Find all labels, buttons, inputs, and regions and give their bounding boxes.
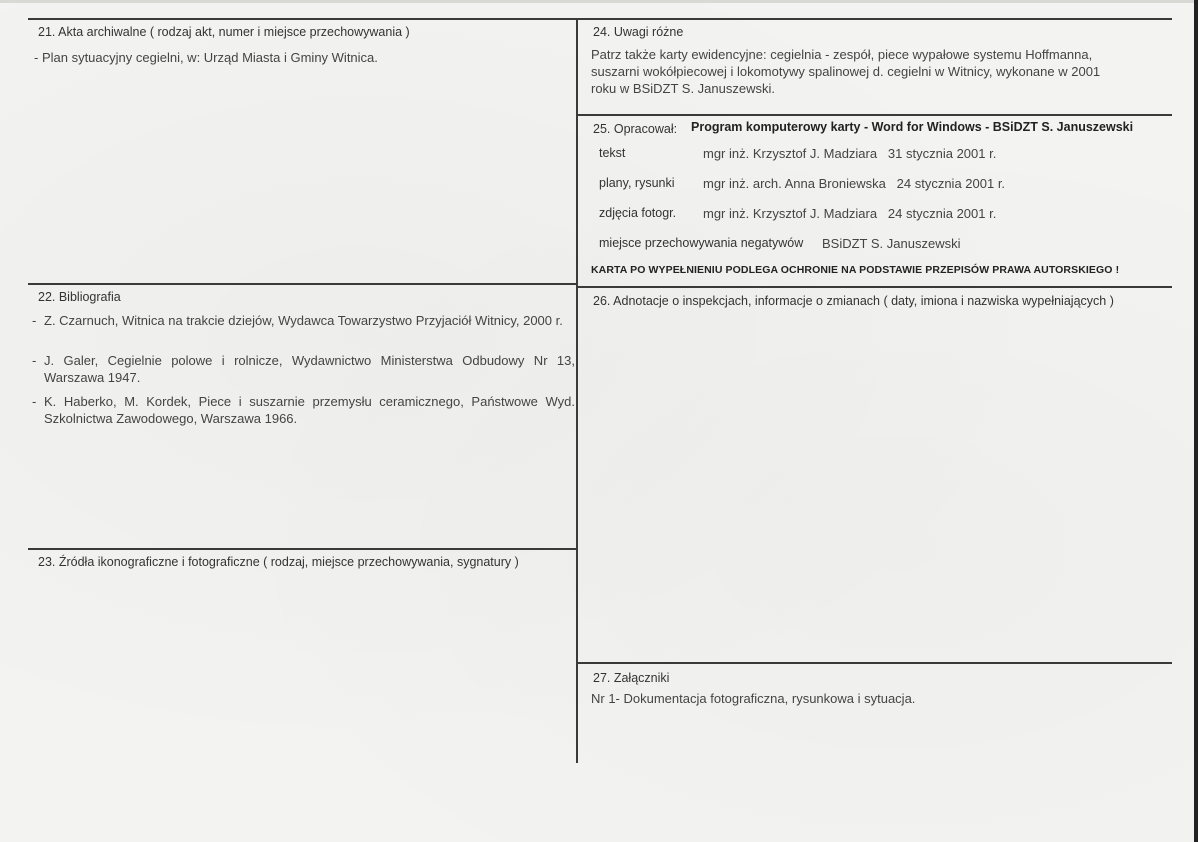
row-value-plany: mgr inż. arch. Anna Broniewska 24 stycznia 2001 r. (703, 176, 1006, 191)
rule-24-25 (578, 114, 1172, 116)
section-25-title: 25. Opracował: (593, 122, 678, 136)
bibliography-item (32, 352, 577, 388)
row-label-zdjecia: zdjęcia fotogr. (599, 206, 677, 220)
section-21-title: 21. Akta archiwalne ( rodzaj akt, numer i miejsce przechowywania ) (38, 25, 410, 39)
section-24-title: 24. Uwagi różne (593, 25, 684, 39)
bibliography-text: Z. Czarnuch, Witnica na trakcie dziejów, Wydawca Towarzystwo Przyjaciół Witnicy, 2000 r. (44, 313, 563, 328)
row-label-tekst: tekst (599, 146, 626, 160)
rule-21-22 (28, 283, 578, 285)
row-label-plany: plany, rysunki (599, 176, 675, 190)
page-edge-top (0, 0, 1198, 3)
top-rule-left (28, 18, 578, 20)
bibliography-item (32, 312, 577, 348)
section-23-title: 23. Źródła ikonograficzne i fotograficzne ( rodzaj, miejsce przechowywania, sygnatury ) (38, 555, 519, 569)
section-24-line: roku w BSiDZT S. Januszewski. (591, 81, 775, 96)
bullet-dash: - (32, 394, 37, 409)
negatives-value: BSiDZT S. Januszewski (822, 236, 961, 251)
top-rule-right (578, 18, 1172, 20)
row-value-zdjecia: mgr inż. Krzysztof J. Madziara 24 stycznia 2001 r. (703, 206, 997, 221)
bullet-dash: - (32, 313, 37, 328)
column-divider (576, 18, 578, 763)
negatives-label: miejsce przechowywania negatywów (599, 236, 804, 250)
copyright-warning: KARTA PO WYPEŁNIENIU PODLEGA OCHRONIE NA PODSTAWIE PRZEPISÓW PRAWA AUTORSKIEGO ! (591, 264, 1120, 276)
bibliography-text: J. Galer, Cegielnie polowe i rolnicze, Wydawnictwo Ministerstwa Odbudowy Nr 13, Warszawa 1947. (44, 353, 575, 385)
rule-22-23 (28, 548, 578, 550)
row-value-tekst: mgr inż. Krzysztof J. Madziara 31 stycznia 2001 r. (703, 146, 997, 161)
rule-26-27 (578, 662, 1172, 664)
program-note: Program komputerowy karty - Word for Windows - BSiDZT S. Januszewski (691, 120, 1134, 134)
section-27-title: 27. Załączniki (593, 671, 670, 685)
section-21-item: - Plan sytuacyjny cegielni, w: Urząd Miasta i Gminy Witnica. (34, 50, 378, 65)
page-edge-right (1194, 0, 1198, 842)
section-26-title: 26. Adnotacje o inspekcjach, informacje o zmianach ( daty, imiona i nazwiska wypełniających ) (593, 294, 1114, 308)
section-27-text: Nr 1- Dokumentacja fotograficzna, rysunkowa i sytuacja. (591, 691, 916, 706)
rule-25-26 (578, 286, 1172, 288)
section-24-line: suszarni wokółpiecowej i lokomotywy spalinowej d. cegielni w Witnicy, wykonane w 2001 (591, 64, 1101, 79)
bibliography-item (32, 393, 577, 429)
section-22-title: 22. Bibliografia (38, 290, 121, 304)
bibliography-text: K. Haberko, M. Kordek, Piece i suszarnie przemysłu ceramicznego, Państwowe Wyd. Szkolnictwa Zawodowego, Warszawa 1966. (44, 394, 575, 426)
bullet-dash: - (32, 353, 37, 368)
section-24-line: Patrz także karty ewidencyjne: cegielnia - zespół, piece wypałowe systemu Hoffmanna, (591, 47, 1093, 62)
